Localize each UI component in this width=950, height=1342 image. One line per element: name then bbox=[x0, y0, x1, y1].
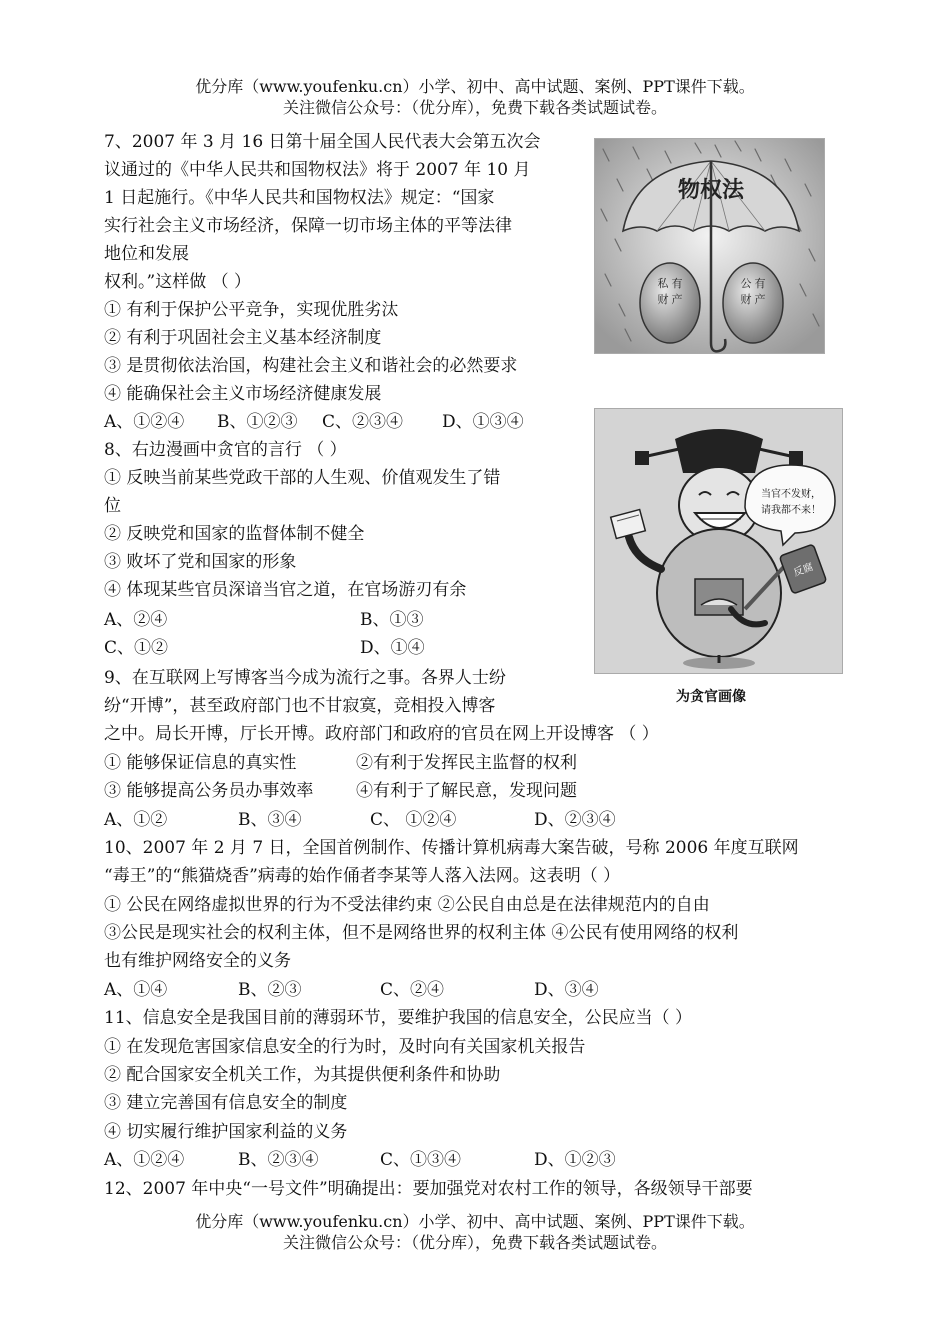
private-property-egg bbox=[640, 263, 700, 343]
q7-option-d: D、①③④ bbox=[442, 412, 524, 432]
q9-statement-4: ④有利于了解民意，发现问题 bbox=[356, 781, 577, 801]
q11-option-c: C、①③④ bbox=[380, 1150, 462, 1170]
q9-option-c: C、 ①②④ bbox=[370, 810, 457, 830]
corrupt-official-cartoon bbox=[594, 408, 843, 674]
q9-line: 9、在互联网上写博客当今成为流行之事。各界人士纷 bbox=[104, 668, 506, 688]
q7-options bbox=[104, 408, 584, 436]
q11-option-a: A、①②④ bbox=[104, 1150, 185, 1170]
egg-left-char: 产 bbox=[671, 293, 683, 306]
q11-statement: ③ 建立完善国有信息安全的制度 bbox=[104, 1093, 348, 1113]
q11-statement: ② 配合国家安全机关工作，为其提供便利条件和协助 bbox=[104, 1065, 501, 1085]
q9-statement-1: ① 能够保证信息的真实性 bbox=[104, 753, 297, 773]
q7-statement: ④ 能确保社会主义市场经济健康发展 bbox=[104, 384, 382, 404]
q10-options bbox=[104, 976, 704, 1004]
figure-caption: 为贪官画像 bbox=[676, 689, 746, 705]
page-footer bbox=[0, 1211, 950, 1253]
q8-option-d: D、①④ bbox=[360, 638, 425, 658]
speech-line-1: 当官不发财， bbox=[761, 489, 821, 500]
q8-statement: ④ 体现某些官员深谙当官之道，在官场游刃有余 bbox=[104, 580, 467, 600]
egg-left-char: 私 bbox=[657, 277, 669, 290]
q10-option-c: C、②④ bbox=[380, 980, 445, 1000]
egg-right-char: 有 bbox=[754, 277, 766, 290]
q10-statement: ③公民是现实社会的权利主体，但不是网络世界的权利主体 ④公民有使用网络的权利 bbox=[104, 923, 739, 943]
q9-items-row-2 bbox=[104, 777, 704, 805]
egg-right-char: 产 bbox=[754, 293, 766, 306]
q7-line: 实行社会主义市场经济，保障一切市场主体的平等法律 bbox=[104, 216, 512, 236]
q10-line: 10、2007 年 2 月 7 日，全国首例制作、传播计算机病毒大案告破，号称 2006 年度互联网 bbox=[104, 838, 799, 858]
q11-statement: ① 在发现危害国家信息安全的行为时，及时向有关国家机关报告 bbox=[104, 1037, 586, 1057]
q9-line: 纷“开博”，甚至政府部门也不甘寂寞，竞相投入博客 bbox=[104, 696, 496, 716]
q8-option-a: A、②④ bbox=[104, 610, 168, 630]
q9-option-b: B、③④ bbox=[238, 810, 302, 830]
umbrella-title: 物权法 bbox=[677, 178, 745, 203]
corrupt-official-illustration bbox=[595, 409, 842, 673]
q11-options bbox=[104, 1146, 704, 1174]
q7-line: 1 日起施行。《中华人民共和国物权法》规定：“国家 bbox=[104, 188, 495, 208]
hat-wing-left bbox=[635, 451, 649, 465]
q8-statement: ③ 败坏了党和国家的形象 bbox=[104, 552, 297, 572]
q8-statement: 位 bbox=[104, 496, 121, 516]
property-law-illustration bbox=[595, 139, 824, 353]
q8-line: 8、右边漫画中贪官的言行 （ ） bbox=[104, 440, 347, 460]
q11-option-d: D、①②③ bbox=[534, 1150, 616, 1170]
footer-line-1: 优分库（www.youfenku.cn）小学、初中、高中试题、案例、PPT课件下载。 bbox=[195, 1212, 755, 1231]
header-line-2: 关注微信公众号：（优分库），免费下载各类试题试卷。 bbox=[282, 98, 667, 117]
q7-line: 议通过的《中华人民共和国物权法》将于 2007 年 10 月 bbox=[104, 160, 531, 180]
egg-right-char: 财 bbox=[740, 293, 752, 306]
q7-line: 地位和发展 bbox=[104, 244, 189, 264]
q8-options-row-1 bbox=[104, 606, 504, 634]
q9-option-d: D、②③④ bbox=[534, 810, 616, 830]
q7-option-c: C、②③④ bbox=[322, 412, 404, 432]
q9-options bbox=[104, 806, 704, 834]
egg-right-char: 公 bbox=[740, 277, 752, 290]
q9-line: 之中。局长开博，厅长开博。政府部门和政府的官员在网上开设博客 （ ） bbox=[104, 724, 659, 744]
q10-statement: 也有维护网络安全的义务 bbox=[104, 951, 291, 971]
hammer-label: 反腐 bbox=[792, 561, 815, 579]
q7-line: 7、2007 年 3 月 16 日第十届全国人民代表大会第五次会 bbox=[104, 132, 541, 152]
q7-line: 权利。”这样做 （ ） bbox=[104, 272, 251, 292]
q8-option-b: B、①③ bbox=[360, 610, 424, 630]
q10-statement: ① 公民在网络虚拟世界的行为不受法律约束 ②公民自由总是在法律规范内的自由 bbox=[104, 895, 710, 915]
header-line-1: 优分库（www.youfenku.cn）小学、初中、高中试题、案例、PPT课件下载。 bbox=[195, 77, 755, 96]
q11-option-b: B、②③④ bbox=[238, 1150, 319, 1170]
hat-wing-right bbox=[789, 451, 803, 465]
property-law-cartoon bbox=[594, 138, 825, 354]
q7-statement: ① 有利于保护公平竞争，实现优胜劣汰 bbox=[104, 300, 399, 320]
page-header bbox=[0, 76, 950, 118]
q9-option-a: A、①② bbox=[104, 810, 168, 830]
q10-option-d: D、③④ bbox=[534, 980, 599, 1000]
q9-statement-2: ②有利于发挥民主监督的权利 bbox=[356, 753, 577, 773]
q10-line: “毒王”的“熊猫烧香”病毒的始作俑者李某等人落入法网。这表明（ ） bbox=[104, 866, 621, 886]
q7-option-b: B、①②③ bbox=[217, 412, 298, 432]
egg-left-char: 有 bbox=[671, 277, 683, 290]
q12-line: 12、2007 年中央“一号文件”明确提出：要加强党对农村工作的领导，各级领导干部要 bbox=[104, 1179, 753, 1199]
footer-line-2: 关注微信公众号：（优分库），免费下载各类试题试卷。 bbox=[282, 1233, 667, 1252]
q8-statement: ① 反映当前某些党政干部的人生观、价值观发生了错 bbox=[104, 468, 501, 488]
q10-option-a: A、①④ bbox=[104, 980, 168, 1000]
q10-option-b: B、②③ bbox=[238, 980, 302, 1000]
public-property-egg bbox=[723, 263, 783, 343]
q9-items-row-1 bbox=[104, 749, 704, 777]
robe-badge bbox=[695, 579, 743, 615]
q9-statement-3: ③ 能够提高公务员办事效率 bbox=[104, 781, 314, 801]
q11-line: 11、信息安全是我国目前的薄弱环节，要维护我国的信息安全，公民应当（ ） bbox=[104, 1008, 693, 1028]
q7-statement: ③ 是贯彻依法治国，构建社会主义和谐社会的必然要求 bbox=[104, 356, 518, 376]
q11-statement: ④ 切实履行维护国家利益的义务 bbox=[104, 1122, 348, 1142]
q7-option-a: A、①②④ bbox=[104, 412, 185, 432]
q8-statement: ② 反映党和国家的监督体制不健全 bbox=[104, 524, 365, 544]
speech-line-2: 请我都不来！ bbox=[761, 505, 821, 516]
q7-statement: ② 有利于巩固社会主义基本经济制度 bbox=[104, 328, 382, 348]
q8-options-row-2 bbox=[104, 634, 504, 662]
q8-option-c: C、①② bbox=[104, 638, 169, 658]
egg-left-char: 财 bbox=[657, 293, 669, 306]
